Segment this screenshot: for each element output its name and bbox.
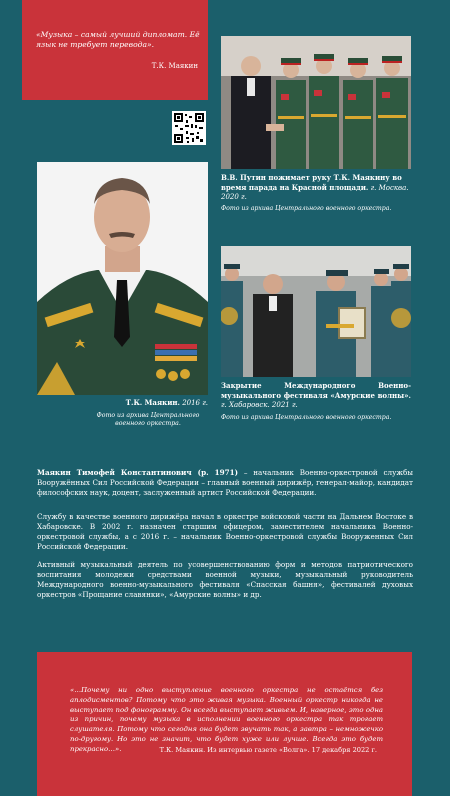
photo-handshake bbox=[221, 36, 411, 169]
bio-paragraph-3: Активный музыкальный деятель по усовершенствованию форм и методов патриотического воспитания молодежи средствами военной музыки, музыкальный руководитель Международного военно-музыкального фестиваля «Спасская башня», фестивалей духовых оркестров «Прощание славянки», «Амурские волны» и др. bbox=[37, 560, 413, 599]
photo1-place: г. Москва. 2020 г. bbox=[221, 184, 409, 201]
photo3-place: г. Хабаровск. 2021 г. bbox=[221, 401, 298, 409]
photo1-caption: В.В. Путин пожимает руку Т.К. Маякину во время парада на Красной площади. bbox=[221, 173, 402, 192]
photo2-caption-block bbox=[37, 398, 208, 428]
bio-paragraph-2: Службу в качестве военного дирижёра начал в оркестре войсковой части на Дальнем Востоке в Хабаровске. В 2002 г. назначен старшим офицером, заместителем начальника Военно-оркестровой службы, а с 2016 г. – начальник Военно-оркестровой службы Вооруженных Сил Российской Федерации. bbox=[37, 512, 413, 551]
qr-code[interactable] bbox=[172, 111, 206, 145]
bottom-quote-text: «…Почему ни одно выступление военного оркестра не остаётся без аплодисментов? Потому что это живая музыка. Военный оркестр никогда не выступает под фонограмму. Он всегда выступает живьем. И, наверное, это одна из причин, почему музыка в исполнении военного оркестра так трогает слушателя. Потому что сегодня она будет звучать так, а завтра – немножечко по-другому. Но это не значит, что будет хуже или лучше. Всегда это будет прекрасно…». bbox=[70, 686, 383, 753]
photo2-caption: Т.К. Маякин. bbox=[125, 398, 180, 407]
photo1-caption-block bbox=[221, 173, 411, 213]
photo-portrait bbox=[37, 162, 208, 395]
bio-intro: – начальник Военно-оркестровой службы Вооружённых Сил Российской Федерации – главный военный дирижёр, генерал-майор, кандидат философских наук, доцент, заслуженный артист Российской Федерации. bbox=[37, 468, 413, 497]
top-quote-author: Т.К. Маякин bbox=[151, 62, 198, 70]
top-quote-text: «Музыка – самый лучший дипломат. Её язык не требует перевода». bbox=[36, 30, 200, 49]
photo2-year: 2016 г. bbox=[182, 399, 208, 407]
photo3-caption: Закрытие Международного Военно-музыкального фестиваля «Амурские волны». bbox=[221, 381, 411, 400]
bottom-quote-author: Т.К. Маякин. Из интервью газете «Волга». 17 декабря 2022 г. bbox=[159, 746, 377, 754]
photo1-source: Фото из архива Центрального военного оркестра. bbox=[221, 205, 392, 212]
photo-festival bbox=[221, 246, 411, 377]
bio-paragraph-1 bbox=[37, 468, 413, 498]
bottom-quote-block bbox=[37, 652, 412, 796]
photo3-caption-block bbox=[221, 381, 411, 422]
top-quote-block bbox=[22, 0, 208, 100]
photo3-source: Фото из архива Центрального военного оркестра. bbox=[221, 414, 392, 421]
bio-name: Маякин Тимофей Константинович (р. 1971) bbox=[37, 468, 239, 477]
photo2-source: Фото из архива Центрального военного оркестра. bbox=[96, 412, 200, 427]
